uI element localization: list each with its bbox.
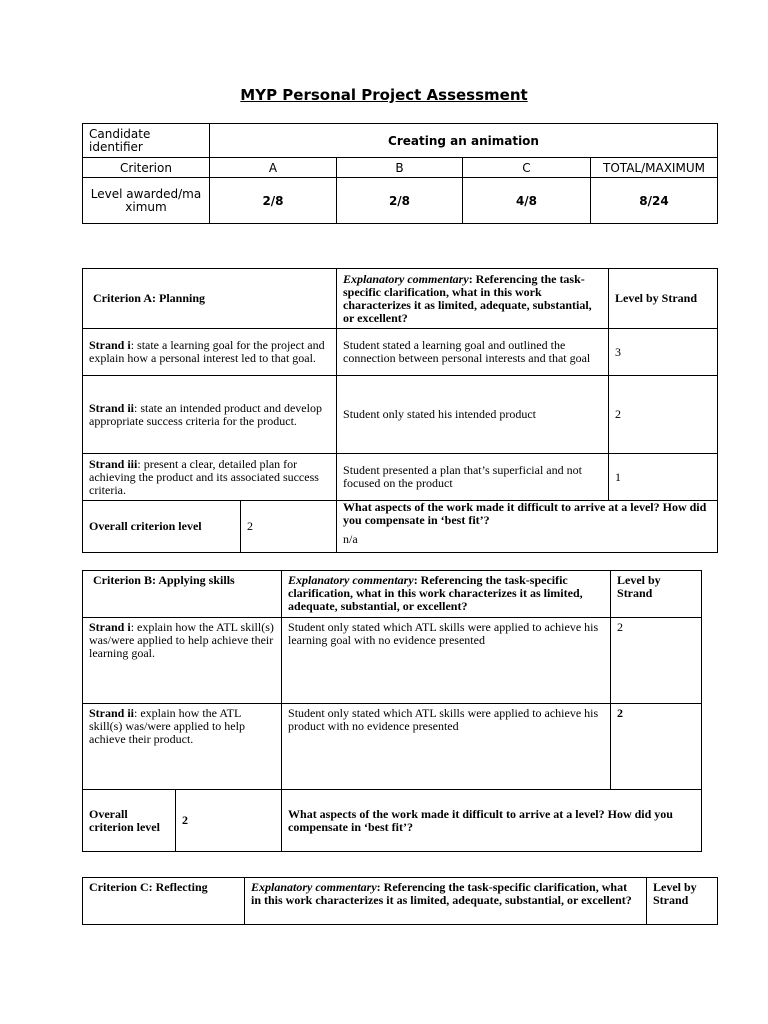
- candidate-identifier-label: Candidate identifier: [83, 124, 210, 158]
- strand-a-ii-comment: Student only stated his intended product: [337, 376, 609, 454]
- strand-b-i-comment: Student only stated which ATL skills were applied to achieve his learning goal with no evidence presented: [282, 618, 611, 704]
- criterion-b-overall-value: 2: [176, 790, 282, 852]
- criterion-a-best-fit-answer: n/a: [343, 532, 358, 546]
- strand-b-i: Strand i: explain how the ATL skill(s) was/were applied to help achieve their learning goal.: [83, 618, 282, 704]
- criterion-c-table: [82, 877, 718, 925]
- summary-table: [82, 123, 718, 224]
- level-total: 8/24: [591, 178, 718, 224]
- project-title: Creating an animation: [210, 124, 718, 158]
- strand-a-iii-comment: Student presented a plan that’s superficial and not focused on the product: [337, 454, 609, 501]
- level-b: 2/8: [337, 178, 463, 224]
- column-a: A: [210, 158, 337, 178]
- criterion-a-best-fit: What aspects of the work made it difficult to arrive at a level? How did you compensate in ‘best fit’? n/a: [337, 501, 718, 553]
- strand-b-ii: Strand ii: explain how the ATL skill(s) was/were applied to help achieve their product.: [83, 704, 282, 790]
- criterion-c-header: Criterion C: Reflecting: [83, 878, 245, 925]
- criterion-a-commentary-header: Explanatory commentary: Referencing the task-specific clarification, what in this work characterizes it as limited, adequate, substantial, or excellent?: [337, 269, 609, 329]
- strand-b-ii-level: 2: [611, 704, 702, 790]
- level-a: 2/8: [210, 178, 337, 224]
- strand-b-i-level: 2: [611, 618, 702, 704]
- criterion-c-level-header: Level by Strand: [647, 878, 718, 925]
- criterion-b-commentary-header: Explanatory commentary: Referencing the task-specific clarification, what in this work characterizes it as limited, adequate, substantial, or excellent?: [282, 571, 611, 618]
- page-title: MYP Personal Project Assessment: [240, 86, 528, 104]
- criterion-label: Criterion: [83, 158, 210, 178]
- strand-a-i-level: 3: [609, 329, 718, 376]
- strand-a-iii: Strand iii: present a clear, detailed plan for achieving the product and its associated success criteria.: [83, 454, 337, 501]
- criterion-c-commentary-header: Explanatory commentary: Referencing the task-specific clarification, what in this work characterizes it as limited, adequate, substantial, or excellent?: [245, 878, 647, 925]
- column-b: B: [337, 158, 463, 178]
- criterion-b-best-fit: What aspects of the work made it difficult to arrive at a level? How did you compensate in ‘best fit’?: [282, 790, 702, 852]
- level-c: 4/8: [463, 178, 591, 224]
- strand-a-iii-level: 1: [609, 454, 718, 501]
- level-awarded-label: Level awarded/maximum: [83, 178, 210, 224]
- criterion-a-overall-value: 2: [241, 501, 337, 553]
- column-total: TOTAL/MAXIMUM: [591, 158, 718, 178]
- criterion-b-header: Criterion B: Applying skills: [83, 571, 282, 618]
- column-c: C: [463, 158, 591, 178]
- criterion-a-overall-label: Overall criterion level: [83, 501, 241, 553]
- criterion-b-overall-label: Overall criterion level: [83, 790, 176, 852]
- criterion-a-level-header: Level by Strand: [609, 269, 718, 329]
- strand-a-i-comment: Student stated a learning goal and outlined the connection between personal interests and that goal: [337, 329, 609, 376]
- criterion-a-header: Criterion A: Planning: [83, 269, 337, 329]
- criterion-b-table: [82, 570, 702, 852]
- criterion-b-level-header: Level by Strand: [611, 571, 702, 618]
- strand-a-i: Strand i: state a learning goal for the project and explain how a personal interest led to that goal.: [83, 329, 337, 376]
- criterion-a-table: [82, 268, 718, 553]
- strand-b-ii-comment: Student only stated which ATL skills were applied to achieve his product with no evidence presented: [282, 704, 611, 790]
- strand-a-ii-level: 2: [609, 376, 718, 454]
- strand-a-ii: Strand ii: state an intended product and develop appropriate success criteria for the product.: [83, 376, 337, 454]
